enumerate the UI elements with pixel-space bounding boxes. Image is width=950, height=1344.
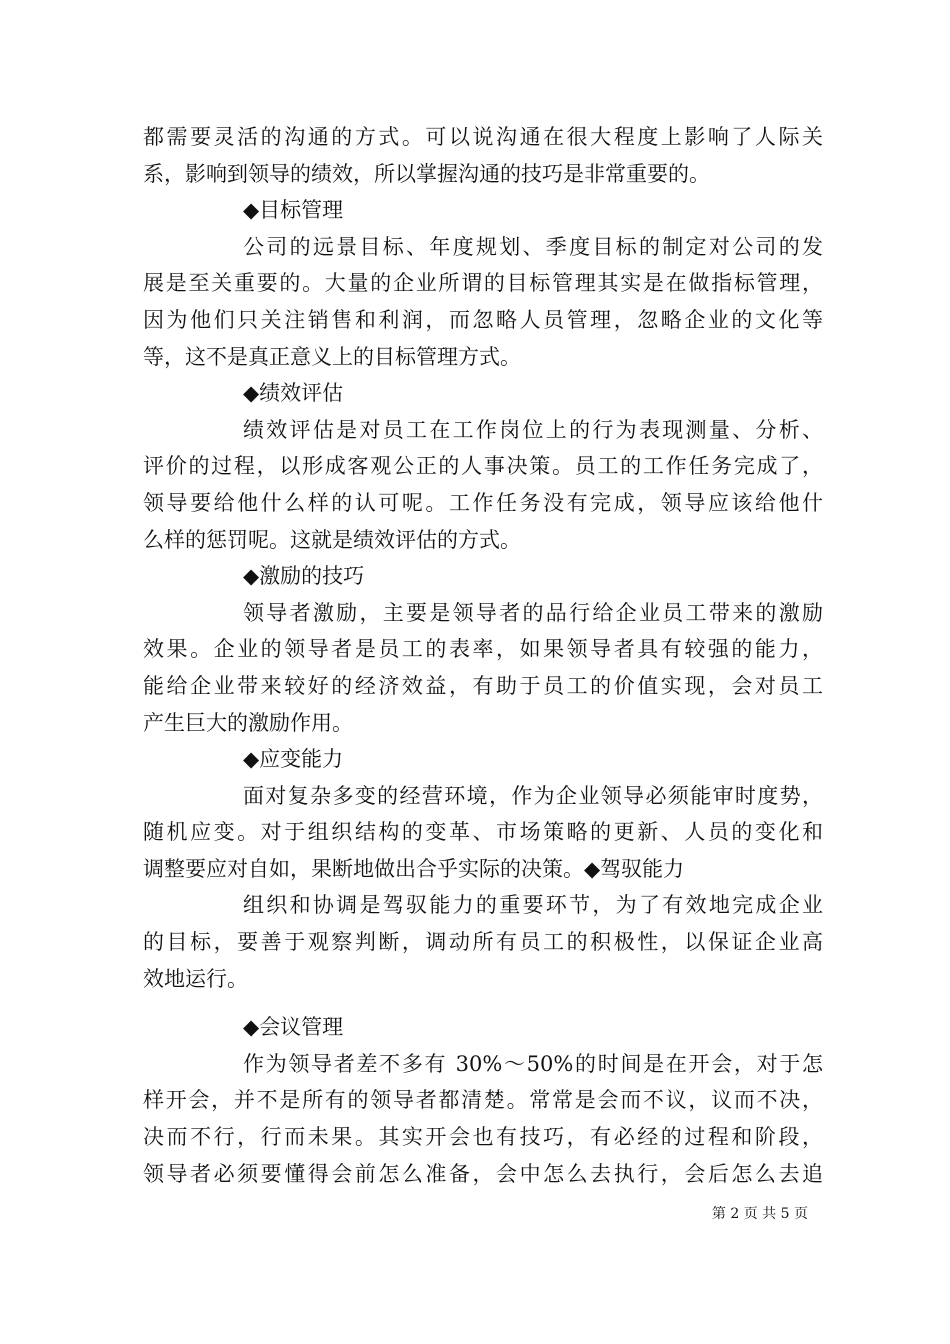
paragraph-line: 能给企业带来较好的经济效益，有助于员工的价值实现，会对员工 bbox=[143, 673, 823, 698]
paragraph-line: 样开会，并不是所有的领导者都清楚。常常是会而不议，议而不决， bbox=[143, 1088, 823, 1113]
page-number: 第 2 页 共 5 页 bbox=[711, 1206, 808, 1222]
section-heading-meeting-management: ◆会议管理 bbox=[243, 1015, 344, 1040]
document-body bbox=[143, 119, 823, 1192]
paragraph-line: 系，影响到领导的绩效，所以掌握沟通的技巧是非常重要的。 bbox=[143, 161, 710, 186]
paragraph-line: 都需要灵活的沟通的方式。可以说沟通在很大程度上影响了人际关 bbox=[143, 125, 823, 149]
paragraph-line: 因为他们只关注销售和利润，而忽略人员管理，忽略企业的文化等 bbox=[143, 307, 823, 332]
paragraph-line: 面对复杂多变的经营环境，作为企业领导必须能审时度势， bbox=[243, 783, 823, 808]
paragraph-line: 领导者必须要懂得会前怎么准备，会中怎么去执行，会后怎么去追 bbox=[143, 1161, 823, 1186]
paragraph-line: 领导者激励，主要是领导者的品行给企业员工带来的激励 bbox=[243, 600, 823, 625]
paragraph-line: 绩效评估是对员工在工作岗位上的行为表现测量、分析、 bbox=[243, 417, 823, 442]
paragraph-line: 效地运行。 bbox=[143, 966, 248, 991]
section-heading-adaptability: ◆应变能力 bbox=[243, 747, 344, 772]
paragraph-line: 公司的远景目标、年度规划、季度目标的制定对公司的发 bbox=[243, 234, 823, 259]
section-heading-goal-management: ◆目标管理 bbox=[243, 198, 344, 223]
paragraph-line: 等，这不是真正意义上的目标管理方式。 bbox=[143, 344, 521, 369]
paragraph-gap bbox=[143, 997, 823, 1009]
paragraph-line: 产生巨大的激励作用。 bbox=[143, 710, 353, 735]
paragraph-line: 么样的惩罚呢。这就是绩效评估的方式。 bbox=[143, 527, 521, 552]
paragraph-line: 决而不行，行而未果。其实开会也有技巧，有必经的过程和阶段， bbox=[143, 1125, 823, 1150]
paragraph-line: 评价的过程，以形成客观公正的人事决策。员工的工作任务完成了， bbox=[143, 454, 823, 479]
paragraph-line: 展是至关重要的。大量的企业所谓的目标管理其实是在做指标管理， bbox=[143, 271, 823, 296]
paragraph-line: 领导要给他什么样的认可呢。工作任务没有完成，领导应该给他什 bbox=[143, 490, 823, 515]
section-heading-motivation-skills: ◆激励的技巧 bbox=[243, 564, 365, 589]
section-heading-performance-evaluation: ◆绩效评估 bbox=[243, 381, 344, 406]
paragraph-line: 效果。企业的领导者是员工的表率，如果领导者具有较强的能力， bbox=[143, 637, 823, 662]
paragraph-line: 的目标，要善于观察判断，调动所有员工的积极性，以保证企业高 bbox=[143, 930, 823, 955]
paragraph-line: 随机应变。对于组织结构的变革、市场策略的更新、人员的变化和 bbox=[143, 820, 823, 845]
paragraph-line: 作为领导者差不多有 30%～50%的时间是在开会，对于怎 bbox=[243, 1051, 823, 1076]
paragraph-line: 调整要应对自如，果断地做出合乎实际的决策。◆驾驭能力 bbox=[143, 856, 685, 881]
paragraph-line: 组织和协调是驾驭能力的重要环节，为了有效地完成企业 bbox=[243, 893, 823, 918]
